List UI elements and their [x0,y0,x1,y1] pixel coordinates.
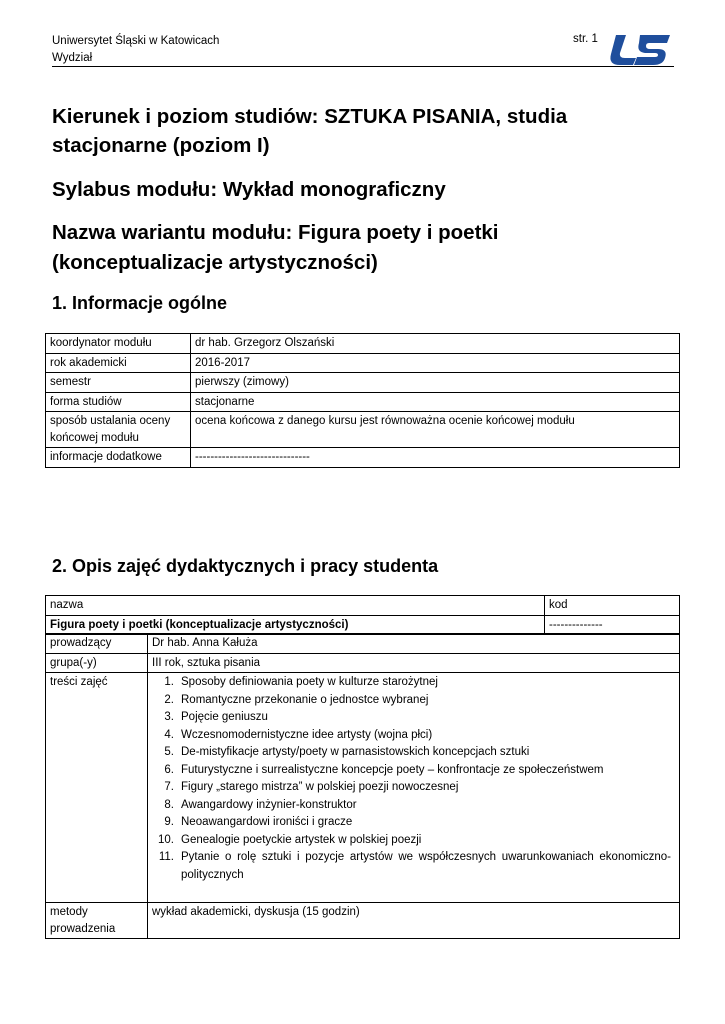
table-row [46,673,680,903]
list-item-text: De-mistyfikacje artysty/poety w parnasistowskich koncepcjach sztuki [181,746,530,758]
list-item-text: Neoawangardowi ironiści i gracze [181,816,353,828]
list-item-number: 6. [164,763,174,776]
list-item-number: 3. [164,711,174,723]
list-item-number: 10. [158,833,174,846]
list-item-text: Figury „starego mistrza” w polskiej poezji nowoczesnej [181,781,459,793]
info-label: koordynator modułu [46,334,191,354]
instructor-value: Dr hab. Anna Kałuża [148,634,680,654]
list-item-number: 9. [164,816,174,828]
info-value: ocena końcowa z danego kursu jest równoważna ocenie końcowej modułu [191,412,680,448]
list-item [152,674,671,692]
list-item [152,727,671,745]
variant-name: Figura poety i poetki (konceptualizacje artystyczności) [52,221,499,274]
page-title-line1: Kierunek i poziom studiów: SZTUKA PISANIA, studia [52,105,568,128]
list-item [152,832,671,850]
list-item [152,744,671,762]
list-item-text: Genealogie poetyckie artystek w polskiej poezji [181,833,422,846]
list-item [152,709,671,727]
table-row [46,653,680,673]
info-value: ------------------------------ [191,448,680,468]
table-row [46,353,680,373]
name-header: nazwa [46,596,545,616]
info-value: 2016-2017 [191,353,680,373]
list-item-number: 1. [164,676,174,688]
info-value: stacjonarne [191,392,680,412]
module-name: Figura poety i poetki (konceptualizacje artystyczności) [46,615,545,635]
list-item-number: 11. [158,851,174,863]
university-logo-icon [606,31,672,67]
table-row [46,596,680,616]
module-name-table [45,595,680,635]
group-label: grupa(-y) [46,653,148,673]
list-item-number: 7. [164,781,174,793]
code-header: kod [545,596,680,616]
info-label: informacje dodatkowe [46,448,191,468]
list-item-text: Pojęcie geniuszu [181,711,268,723]
instructor-label: prowadzący [46,634,148,654]
content-cell [148,673,680,903]
list-item [152,692,671,710]
list-item-text: Romantyczne przekonanie o jednostce wybranej [181,693,429,706]
list-item-text: Pytanie o rolę sztuki i pozycje artystów we współczesnych uwarunkowaniach ekonomiczno-politycznych [181,851,671,881]
department-name: Wydział [52,52,93,64]
section2-heading: 2. Opis zajęć dydaktycznych i pracy studenta [52,556,439,576]
info-label: semestr [46,373,191,393]
table-row [46,448,680,468]
page-header [52,33,219,67]
course-details-table [45,633,680,939]
info-label: rok akademicki [46,353,191,373]
info-label: sposób ustalania oceny końcowej modułu [46,412,191,448]
methods-label: metody prowadzenia [46,903,148,939]
table-row [46,392,680,412]
list-item-text: Awangardowy inżynier-konstruktor [181,798,357,811]
variant-prefix: Nazwa wariantu modułu: [52,221,299,244]
group-value: III rok, sztuka pisania [148,653,680,673]
table-row [46,903,680,939]
info-label: forma studiów [46,392,191,412]
list-item-text: Futurystyczne i surrealistyczne koncepcje poety – konfrontacje ze społeczeństwem [181,763,604,776]
module-code: -------------- [545,615,680,635]
list-item-text: Wczesnomodernistyczne idee artysty (wojna płci) [181,728,433,741]
section1-heading: 1. Informacje ogólne [52,293,228,313]
methods-value: wykład akademicki, dyskusja (15 godzin) [148,903,680,939]
list-item-number: 8. [164,798,174,811]
university-name: Uniwersytet Śląski w Katowicach [52,35,220,47]
page-title-line2: stacjonarne (poziom I) [52,134,270,157]
list-item [152,849,671,884]
general-info-table [45,333,680,468]
list-item-text: Sposoby definiowania poety w kulturze starożytnej [181,676,438,688]
table-row [46,334,680,354]
info-value: pierwszy (zimowy) [191,373,680,393]
table-row [46,615,680,635]
header-divider [52,66,674,67]
table-row [46,634,680,654]
content-label: treści zajęć [46,673,148,903]
list-item [152,797,671,815]
syllabus-title: Sylabus modułu: Wykład monograficzny [52,178,446,201]
info-value: dr hab. Grzegorz Olszański [191,334,680,354]
list-item-number: 4. [164,728,174,741]
list-item [152,779,671,797]
table-row [46,373,680,393]
list-item [152,814,671,832]
list-item-number: 2. [164,693,174,706]
content-list [152,674,671,884]
list-item [152,762,671,780]
variant-title [52,218,652,278]
list-item-number: 5. [164,746,174,758]
table-row [46,412,680,448]
page-title [52,102,567,160]
page-number: str. 1 [573,33,598,45]
